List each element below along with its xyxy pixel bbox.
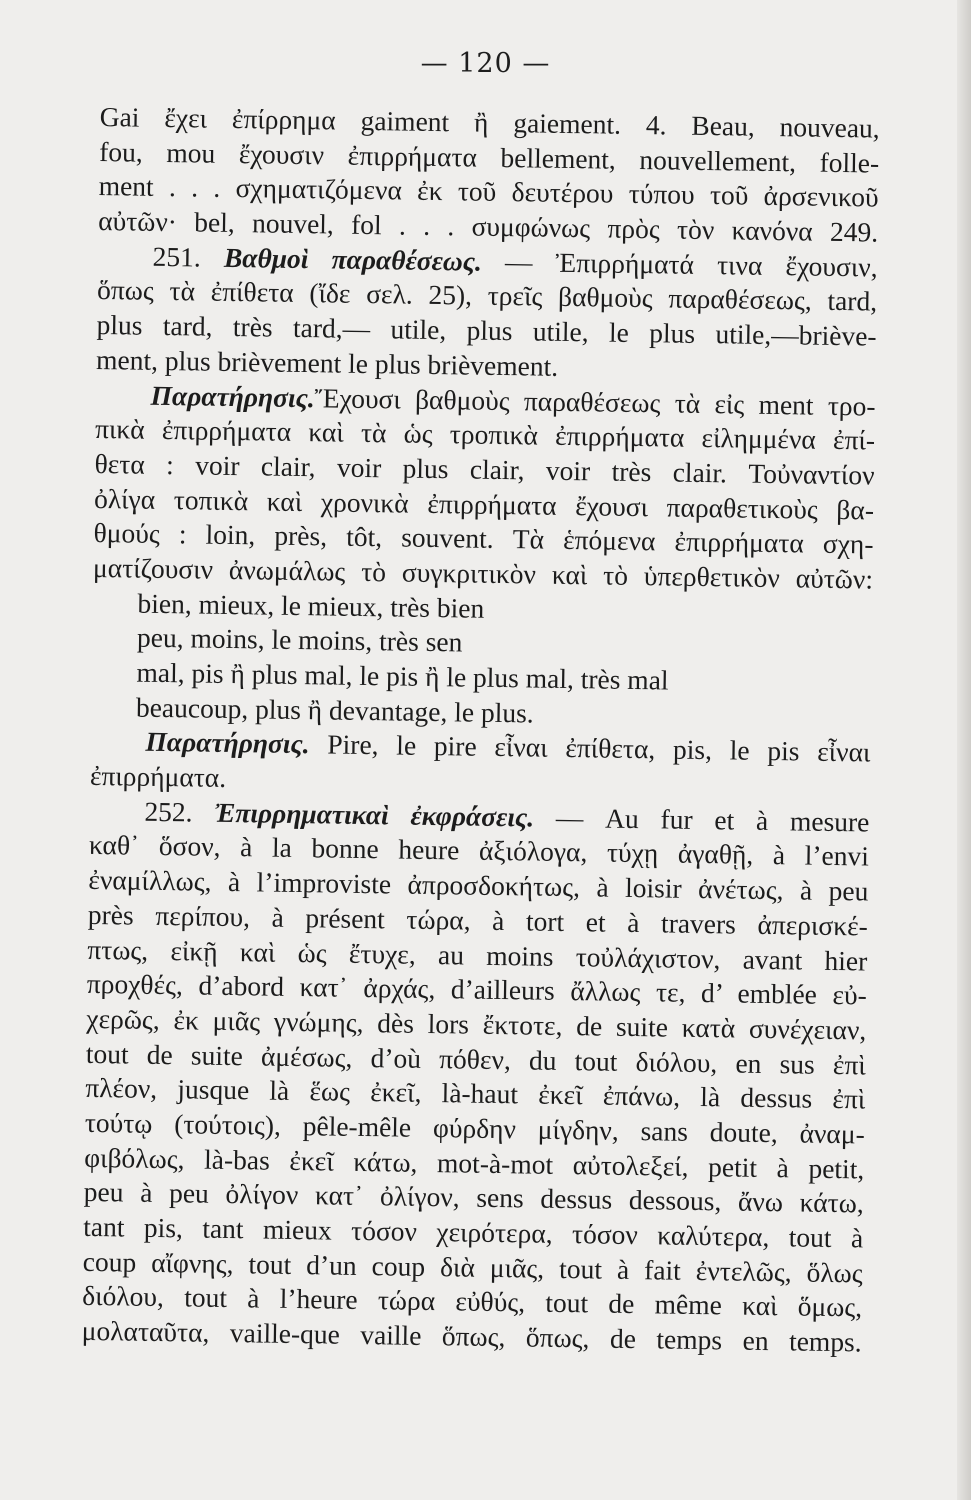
text-line: πικὰ ἐπιρρήματα καὶ τὰ ὡς τροπικὰ ἐπιρρήματα εἰλημμένα ἐπί- bbox=[94, 413, 876, 456]
text-line: ἐναμίλλως, à l’improviste ἀπροσδοκήτως, à loisir ἀνέτως, à peu bbox=[88, 864, 869, 907]
section-number: 252. bbox=[144, 795, 193, 828]
remark-text: Ἔχουσι βαθμοὺς παραθέσεως τὰ εἰς ment τρο- bbox=[314, 381, 876, 422]
text-line: fou, mou ἔχουσιν ἐπιρρήματα bellement, nouvellement, folle- bbox=[99, 135, 880, 179]
text-line: θετα : voir clair, voir plus clair, voir très clair. Τοὐναντίον bbox=[94, 447, 875, 491]
text-line: ἐπιρρήματα. bbox=[89, 759, 227, 794]
text-line: πλέον, jusque là ἕως ἐκεῖ, là-haut ἐκεῖ ἐπάνω, là dessus ἐπὶ bbox=[85, 1072, 866, 1115]
text-line: ment . . . σχηματιζόμενα ἐκ τοῦ δευτέρου τύπου τοῦ ἀρσενικοῦ bbox=[98, 170, 879, 213]
text-line: ὀλίγα τοπικὰ καὶ χρονικὰ ἐπιρρήματα ἔχουσι παραθετικοὺς βα- bbox=[93, 482, 875, 526]
text-line: Gai ἔχει ἐπίρρημα gaiment ἢ gaiement. 4. Beau, nouveau, bbox=[99, 100, 880, 144]
text-line: coup αἴφνης, tout d’un coup διὰ μιᾶς, tout à fait ἐντελῶς, ὅλως bbox=[82, 1245, 863, 1289]
text-line: près περίπου, à présent τώρα, à tort et à travers ἀπερισκέ- bbox=[87, 898, 869, 942]
section-heading: Ἐπιρρηματικαὶ ἐκφράσεις. bbox=[214, 796, 535, 833]
list-item: mal, pis ἢ plus mal, le pis ἢ le plus mal, très mal bbox=[136, 656, 669, 696]
section-text: — Ἐπιρρήματά τινα ἔχουσιν, bbox=[504, 245, 878, 283]
text-line: πτως, εἰκῇ καὶ ὡς ἔτυχε, au moins τοὐλάχιστον, avant hier bbox=[87, 933, 868, 976]
remark-heading: Παρατήρησις. bbox=[145, 726, 310, 760]
page-number: — 120 — bbox=[420, 48, 551, 79]
page-text bbox=[81, 100, 879, 1360]
text-line: ὅπως τὰ ἐπίθετα (ἴδε σελ. 25), τρεῖς βαθμοὺς παραθέσεως, tard, bbox=[96, 274, 878, 317]
text-line: χερῶς, ἐκ μιᾶς γνώμης, dès lors ἔκτοτε, de suite κατὰ συνέχειαν, bbox=[86, 1002, 867, 1046]
list-item: beaucoup, plus ἢ devantage, le plus. bbox=[135, 691, 534, 729]
list-item: peu, moins, le moins, très sen bbox=[136, 621, 463, 658]
text-line: tout de suite ἀμέσως, d’où πόθεν, du tout διόλου, en sus ἐπὶ bbox=[85, 1037, 867, 1081]
remark-heading: Παρατήρησις. bbox=[150, 379, 315, 413]
text-line: αὐτῶν· bel, nouvel, fol . . . συμφώνως πρὸς τὸν κανόνα 249. bbox=[97, 205, 879, 248]
text-line: tant pis, tant mieux τόσον χειρότερα, τόσον καλύτερα, tout à bbox=[83, 1210, 864, 1254]
section-text: — Au fur et à mesure bbox=[555, 801, 870, 838]
text-line: ματίζουσιν ἀνωμάλως τὸ συγκριτικὸν καὶ τὸ ὑπερθετικὸν αὐτῶν: bbox=[92, 551, 874, 595]
text-line: τούτῳ (τούτοις), pêle-mêle φύρδην μίγδην, sans doute, ἀναμ- bbox=[84, 1106, 865, 1150]
section-number: 251. bbox=[152, 240, 202, 273]
text-line: ment, plus brièvement le plus brièvement. bbox=[95, 343, 559, 382]
text-line: καθ᾽ ὅσον, à la bonne heure ἀξιόλογα, τύχῃ ἀγαθῇ, à l’envi bbox=[88, 829, 870, 872]
text-line: διόλου, tout à l’heure τώρα εὐθύς, tout de même καὶ ὅμως, bbox=[82, 1280, 863, 1323]
page-spine-shadow bbox=[957, 0, 971, 1500]
text-line: peu à peu ὀλίγον κατ᾽ ὀλίγον, sens dessus dessous, ἄνω κάτω, bbox=[83, 1176, 864, 1219]
text-line: μολαταῦτα, vaille-que vaille ὅπως, ὅπως, de temps en temps. bbox=[81, 1314, 862, 1358]
text-line: θμούς : loin, près, tôt, souvent. Τὰ ἑπόμενα ἐπιρρήματα σχη- bbox=[93, 517, 874, 560]
remark-text: Pire, le pire εἶναι ἐπίθετα, pis, le pis εἶναι bbox=[327, 728, 871, 768]
list-item: bien, mieux, le mieux, très bien bbox=[137, 587, 485, 624]
text-line: plus tard, très tard,— utile, plus utile, le plus utile,—briève- bbox=[96, 309, 877, 352]
section-heading: Βαθμοὶ παραθέσεως. bbox=[223, 241, 483, 277]
text-line: φιβόλως, là-bas ἐκεῖ κάτω, mot-à-mot αὐτολεξεί, petit à petit, bbox=[84, 1141, 865, 1185]
text-line: προχθές, d’abord κατ᾽ ἀρχάς, d’ailleurs ἄλλως τε, d’ emblée εὐ- bbox=[86, 968, 868, 1011]
